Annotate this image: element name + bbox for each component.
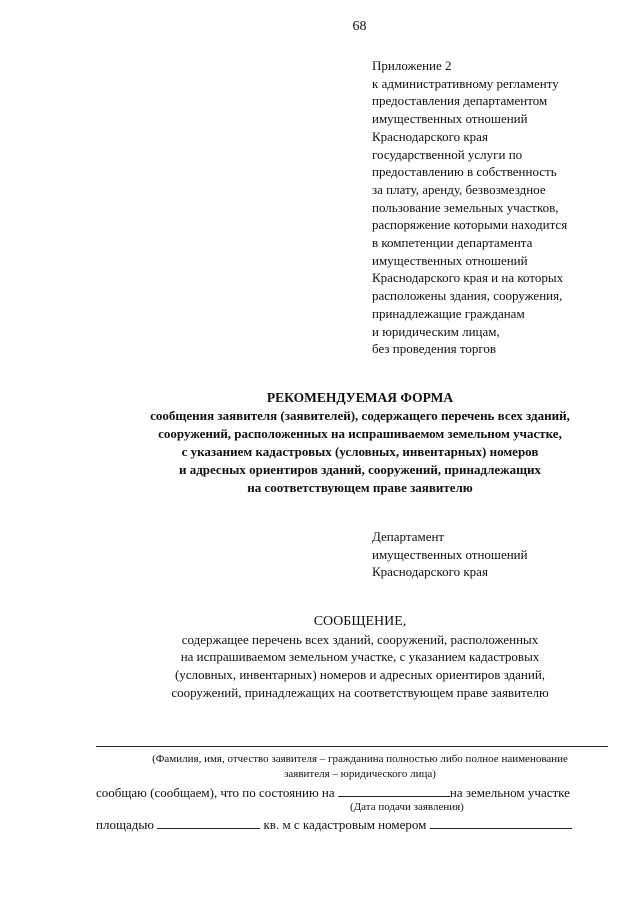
- appendix-line: государственной услуги по: [372, 146, 523, 162]
- form-heading-line: и адресных ориентиров зданий, сооружений, принадлежащих: [178, 462, 542, 477]
- appendix-line: Приложение 2: [372, 58, 452, 73]
- date-caption: (Дата подачи заявления): [350, 801, 464, 813]
- area-unit-text: кв. м с кадастровым номером: [263, 817, 427, 832]
- addressee-line: Краснодарского края: [372, 564, 488, 580]
- report-prefix-text: сообщаю (сообщаем), что по состоянию на: [96, 785, 335, 800]
- appendix-line: Краснодарского края: [372, 128, 488, 144]
- page-number: 68: [352, 19, 367, 34]
- applicant-name-field[interactable]: [96, 746, 608, 747]
- appendix-line: имущественных отношений: [372, 111, 528, 127]
- applicant-caption-line: заявителя – юридического лица): [284, 768, 436, 780]
- cadastral-number-field[interactable]: [430, 816, 572, 829]
- addressee-line: Департамент: [372, 529, 445, 544]
- form-heading-line: сооружений, расположенных на испрашиваемом земельном участке,: [158, 426, 562, 441]
- area-field[interactable]: [157, 816, 260, 829]
- appendix-line: к административному регламенту: [372, 75, 559, 91]
- appendix-line: пользование земельных участков,: [372, 199, 559, 215]
- appendix-line: предоставлению в собственность: [372, 164, 557, 180]
- appendix-line: в компетенции департамента: [372, 235, 533, 251]
- appendix-line: за плату, аренду, безвозмездное: [372, 181, 546, 197]
- message-line: содержащее перечень всех зданий, сооружений, расположенных: [181, 631, 539, 647]
- appendix-block: [372, 57, 632, 358]
- form-heading: [90, 389, 630, 497]
- appendix-line: расположены здания, сооружения,: [372, 288, 563, 304]
- applicant-caption-line: (Фамилия, имя, отчество заявителя – гражданина полностью либо полное наименование: [152, 753, 568, 765]
- message-title: СООБЩЕНИЕ,: [313, 614, 407, 629]
- message-line: на испрашиваемом земельном участке, с указанием кадастровых: [180, 649, 540, 665]
- report-date-line: [96, 784, 616, 801]
- appendix-line: Краснодарского края и на которых: [372, 270, 564, 286]
- appendix-line: предоставления департаментом: [372, 93, 548, 109]
- form-heading-line: сообщения заявителя (заявителей), содержащего перечень всех зданий,: [150, 408, 570, 423]
- message-line: сооружений, принадлежащих на соответствующем праве заявителю: [171, 684, 549, 700]
- message-line: (условных, инвентарных) номеров и адресных ориентиров зданий,: [174, 667, 546, 683]
- applicant-caption: [80, 752, 639, 782]
- form-heading-line: на соответствующем праве заявителю: [247, 480, 473, 495]
- appendix-line: без проведения торгов: [372, 341, 497, 357]
- report-date-field[interactable]: [338, 784, 450, 797]
- area-line: [96, 816, 616, 833]
- appendix-line: распоряжение которыми находится: [372, 217, 568, 233]
- form-heading-title: РЕКОМЕНДУЕМАЯ ФОРМА: [266, 390, 454, 405]
- addressee-line: имущественных отношений: [372, 546, 528, 562]
- appendix-line: и юридическим лицам,: [372, 323, 500, 339]
- appendix-line: имущественных отношений: [372, 252, 528, 268]
- addressee-block: [372, 528, 632, 581]
- appendix-line: принадлежащие гражданам: [372, 305, 525, 321]
- report-suffix-text: на земельном участке: [449, 785, 570, 800]
- message-block: [80, 613, 639, 702]
- area-prefix-text: площадью: [96, 817, 154, 832]
- form-heading-line: с указанием кадастровых (условных, инвентарных) номеров: [181, 444, 539, 459]
